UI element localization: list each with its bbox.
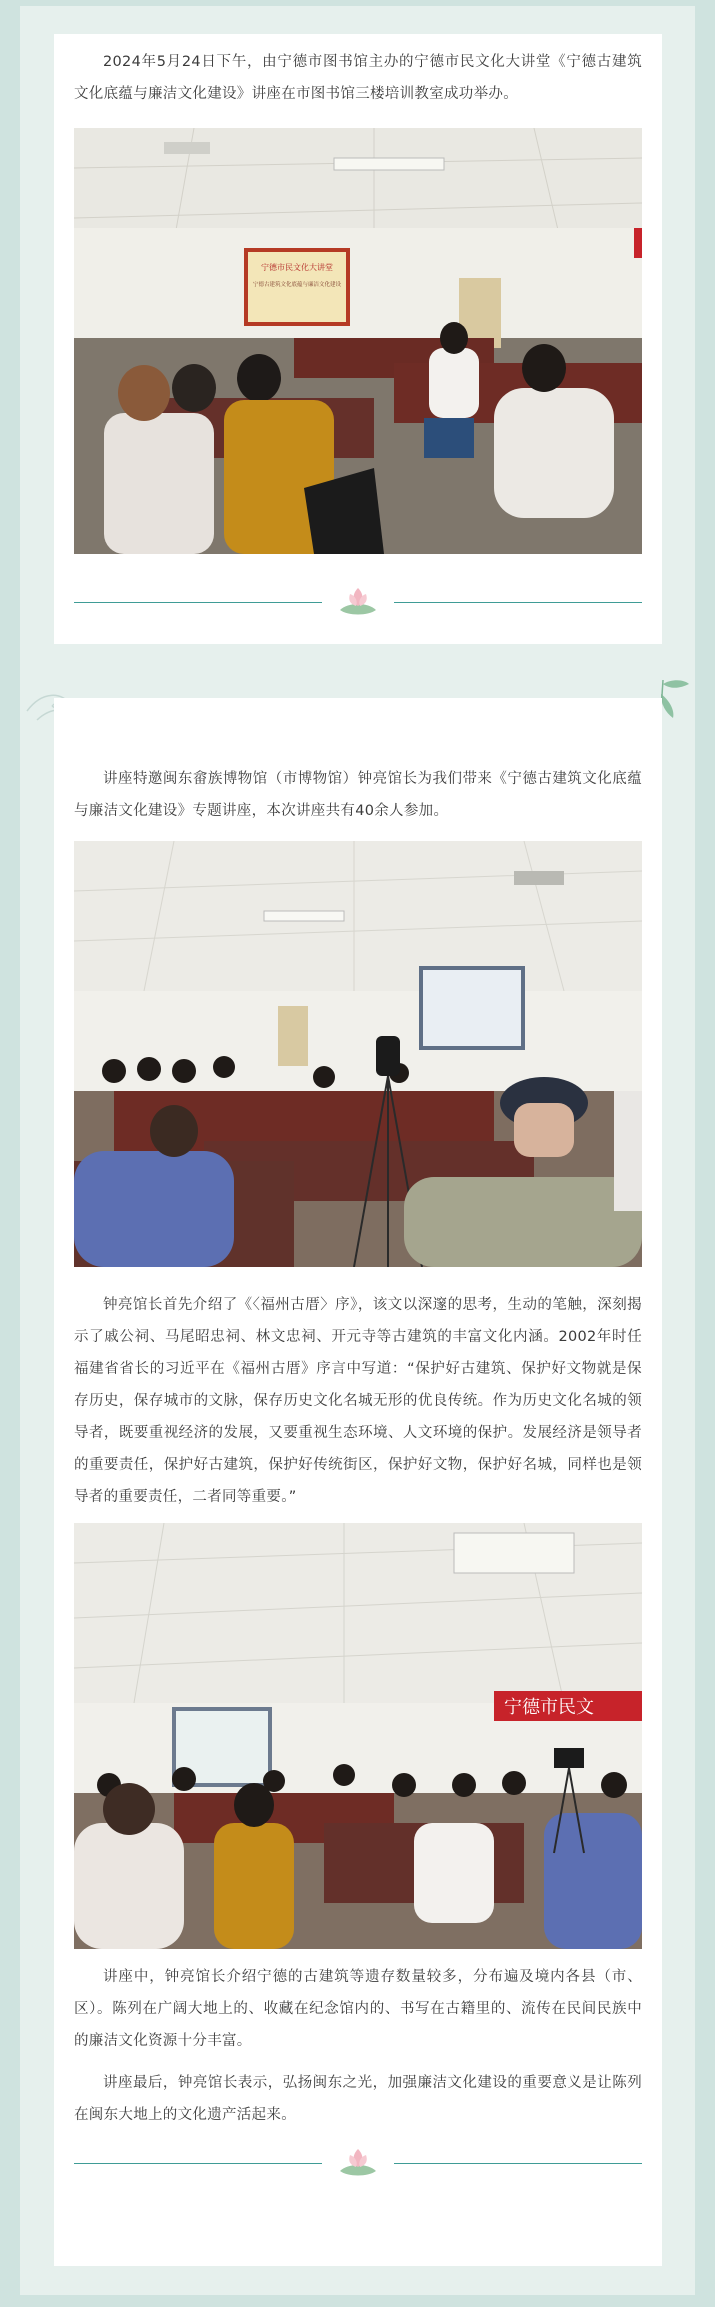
banner-text: 宁德市民文	[504, 1697, 594, 1718]
section-divider-1	[74, 582, 642, 622]
screen-title: 宁德市民文化大讲堂	[261, 263, 333, 272]
section-divider-2	[74, 2143, 642, 2183]
content-card-2	[54, 698, 662, 2266]
lecture-photo-2	[74, 841, 642, 1267]
page-frame	[20, 6, 695, 2295]
screen-subtitle: 宁德古建筑文化底蕴与廉洁文化建设	[252, 282, 342, 288]
heritage-paragraph: 讲座中，钟亮馆长介绍宁德的古建筑等遗存数量较多，分布遍及境内各县（市、区）。陈列在广阔大地上的、收藏在纪念馆内的、书写在古籍里的、流传在民间民族中的廉洁文化资源十分丰富。	[74, 1969, 642, 2049]
content-card-1	[54, 34, 662, 644]
lotus-divider-icon	[334, 582, 382, 622]
lotus-divider-icon	[334, 2143, 382, 2183]
speaker-paragraph: 讲座特邀闽东畲族博物馆（市博物馆）钟亮馆长为我们带来《宁德古建筑文化底蕴与廉洁文化建设》专题讲座，本次讲座共有40余人参加。	[74, 771, 642, 819]
intro-paragraph: 2024年5月24日下午，由宁德市图书馆主办的宁德市民文化大讲堂《宁德古建筑文化底蕴与廉洁文化建设》讲座在市图书馆三楼培训教室成功举办。	[74, 54, 642, 102]
preface-paragraph: 钟亮馆长首先介绍了《〈福州古厝〉序》，该文以深邃的思考，生动的笔触，深刻揭示了戚公祠、马尾昭忠祠、林文忠祠、开元寺等古建筑的丰富文化内涵。2002年时任福建省省长的习近平在《福州古厝》序言中写道：“保护好古建筑、保护好文物就是保存历史，保存城市的文脉，保存历史文化名城无形的优良传统。作为历史文化名城的领导者，既要重视经济的发展，又要重视生态环境、人文环境的保护。发展经济是领导者的重要责任，保护好古建筑，保护好传统街区，保护好文物，保护好名城，同样也是领导者的重要责任，二者同等重要。”	[74, 1297, 642, 1505]
lecture-photo-1	[74, 128, 642, 554]
lecture-photo-3	[74, 1523, 642, 1949]
closing-paragraph: 讲座最后，钟亮馆长表示，弘扬闽东之光，加强廉洁文化建设的重要意义是让陈列在闽东大地上的文化遗产活起来。	[74, 2075, 642, 2123]
